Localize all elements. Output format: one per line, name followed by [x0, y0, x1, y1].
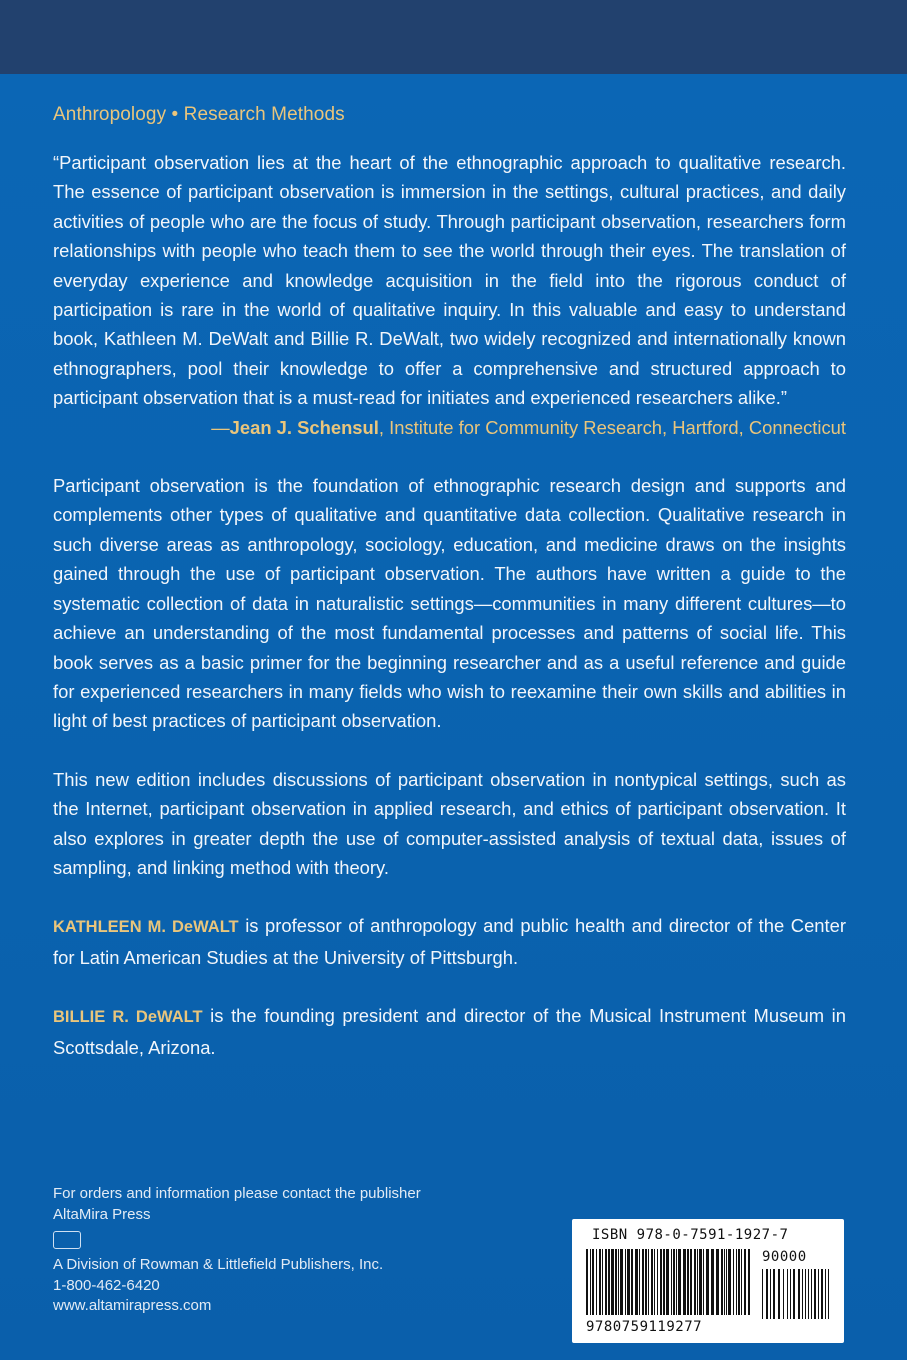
- description-paragraph-2: This new edition includes discussions of participant observation in nontypical settings, such as the Internet, participant observation in applied research, and ethics of participant observation. It also explores in greater depth the use of computer-assisted analysis of textual data, issues of sampling, and linking method with theory.: [53, 768, 846, 878]
- description-paragraph-1: Participant observation is the foundation of ethnographic research design and supports and complements other types of qualitative and quantitative data collection. Qualitative research in such diverse areas as anthropology, sociology, education, and medicine draws on the insights gained through the use of participant observation. The authors have written a guide to the systematic collection of data in naturalistic settings—communities in many different cultures—to achieve an understanding of the most fundamental processes and patterns of social life. This book serves as a basic primer for the beginning researcher and as a useful reference and guide for experienced researchers in many fields who wish to reexamine their own skills and abilities in light of best practices of participant observation.: [53, 475, 846, 732]
- author-bio-1: [53, 911, 846, 972]
- orders-line: For orders and information please contact the publisher: [53, 1185, 421, 1202]
- publisher-division: A Division of Rowman & Littlefield Publishers, Inc.: [53, 1256, 384, 1273]
- barcode-panel: [572, 1219, 844, 1343]
- main-content: [53, 104, 846, 1062]
- attribution-dash: —: [211, 416, 230, 438]
- publisher-logo-icon: [53, 1231, 81, 1249]
- author-name-1: KATHLEEN M. DeWALT: [53, 918, 239, 937]
- top-band: [0, 0, 907, 74]
- author-name-2: BILLIE R. DeWALT: [53, 1008, 203, 1027]
- barcode-ean-digits: 9780759119277: [586, 1319, 703, 1335]
- isbn-label: ISBN 978-0-7591-1927-7: [592, 1227, 789, 1243]
- author-bio-2: [53, 1001, 846, 1062]
- publisher-info: [53, 1184, 473, 1317]
- quote-author-name: Jean J. Schensul: [229, 416, 379, 438]
- barcode-addon-digits: 90000: [762, 1249, 807, 1265]
- endorsement-quote: “Participant observation lies at the heart of the ethnographic approach to qualitative research. The essence of participant observation is immersion in the settings, cultural practices, and daily activities of people who are the focus of study. Through participant observation, researchers form relationships with people who teach them to see the world through their eyes. The translation of everyday experience and knowledge acquisition in the field into the rigorous conduct of participation is rare in the world of qualitative inquiry. In this valuable and easy to understand book, Kathleen M. DeWalt and Billie R. DeWalt, two widely recognized and internationally known ethnographers, pool their knowledge to offer a comprehensive and structured approach to participant observation that is a must-read for initiates and experienced researchers alike.”: [53, 152, 846, 409]
- author-bio-text-1: is professor of anthropology and public health and director of the Center for Latin American Studies at the University of Pittsburgh.: [53, 915, 846, 968]
- category-label: Anthropology • Research Methods: [53, 104, 345, 125]
- publisher-website: www.altamirapress.com: [53, 1297, 212, 1314]
- quote-author-affiliation: , Institute for Community Research, Hartford, Connecticut: [378, 416, 846, 438]
- publisher-phone: 1-800-462-6420: [53, 1276, 160, 1294]
- publisher-name: AltaMira Press: [53, 1205, 151, 1223]
- author-bio-text-2: is the founding president and director of the Musical Instrument Museum in Scottsdale, Arizona.: [53, 1005, 846, 1058]
- quote-attribution: [53, 413, 846, 442]
